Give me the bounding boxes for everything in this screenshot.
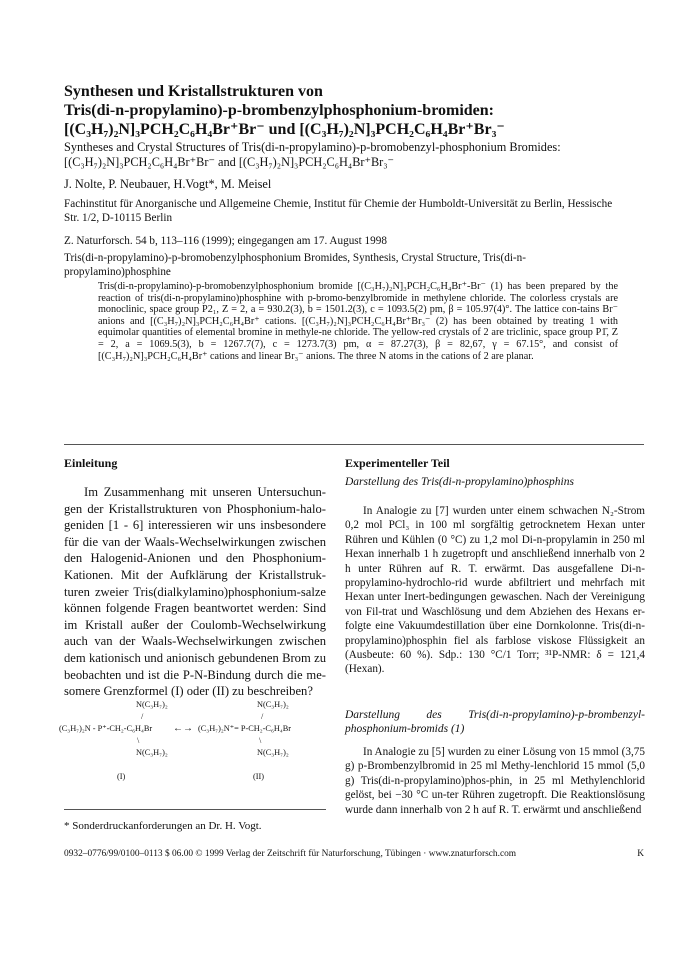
footer-text: 0932–0776/99/0100–0113 $ 06.00 © 1999 Verlag der Zeitschrift für Naturforschung, Tübingen · www.znaturforsch.com [64,849,517,859]
footnote: * Sonderdruckanforderungen an Dr. H. Vogt. [64,820,262,832]
title-line-1: Synthesen und Kristallstrukturen von [64,83,323,100]
structure-1-slash: / [141,712,144,721]
phosphine-paragraph: In Analogie zu [7] wurden unter einem schwachen N₂-Strom 0,2 mol PCl₃ in 100 ml sorgfältig getrocknetem Hexan unter Rühren und Kühlen (0 °C) zu 1,2 mol Di-n-propylamin in 250 ml Hexan innerhalb 1 h zugetropft und anschließend innerhalb von 2 h unter Rühren auf R. T. erwärmt. Das ausgefallene Di-n-propylamino-hydrochlo-rid wurde abfiltriert und mehrfach mit Hexan unter Inert-bedingungen gewaschen. Nach der Vereinigung von Fil-trat und Waschlösung und dem Abziehen des Hexans er-folgte eine Vakuumdestillation über eine Dornkolonne. Tris(di-n-propylamino)phosphin fiel als farblose viskose Flüssigkeit an (Ausbeute: 60 %). Sdp.: 130 °C/1 Torr; ³¹P-NMR: δ = 121,4 (Hexan). [345,505,645,676]
footer [64,849,644,859]
structure-1-main: (C₃H₇)₂N - P⁺-CH₂-C₆H₄Br [59,724,153,733]
english-title: Syntheses and Crystal Structures of Tris(di-n-propylamino)-p-bromobenzyl-phosphonium Bromides: [(C₃H₇)₂N]₃PCH₂C₆H₄Br⁺Br⁻ and [(C₃H₇)₂N]₃PCH₂C₆H₄Br⁺Br₃⁻ [64,140,561,169]
title-line-2: Tris(di-n-propylamino)-p-brombenzylphosphonium-bromiden: [64,102,495,119]
bromide-paragraph: In Analogie zu [5] wurden zu einer Lösung von 15 mmol (3,75 g) p-Brombenzylbromid in 25 ml Methy-lenchlorid 15 mmol (5,0 g) Tris(di-n-propylamino)phos-phin, in 25 ml Methylenchlorid gelöst, bei −30 °C un-ter Rühren zugetropft. Die Reaktionslösung wurde dann innerhalb von 2 h auf R. T. erwärmt und anschließend [345,746,645,816]
section-heading-einleitung: Einleitung [64,456,118,470]
structure-2-bottom: N(C₃H₇)₂ [257,748,289,757]
structure-2-slash: / [261,712,264,721]
resonance-arrow: ←→ [173,723,193,734]
abstract: Tris(di-n-propylamino)-p-bromobenzylphosphonium bromide [(C₃H₇)₂N]₃PCH₂C₆H₄Br⁺-Br⁻ (1) has been prepared by the reaction of tris(di-n-propylamino)phosphine with p-bromo-benzylbromide in methylene chloride. The colorless crystals are monoclinic, space group P2₁, Z = 2, a = 930.2(3), b = 1501.2(3), c = 1093.5(2) pm, β = 105.97(4)°. The lattice con-tains Br⁻ anions and [(C₃H₇)₂N]₃PCH₂C₆H₄Br⁺ cations. [(C₃H₇)₂N]₃PCH₂C₆H₄Br⁺Br₃⁻ (2) has been obtained by treating 1 with equimolar quantities of elemental bromine in methyle-ne chloride. The yellow-red crystals of 2 are triclinic, space group P1̄, Z = 2, a = 1069.5(3), b = 1267.7(7), c = 1273.7(3) pm, α = 87.27(3), β = 82,67, γ = 67.15°, and consist of [(C₃H₇)₂N]₃PCH₂C₆H₄Br⁺ cations and linear Br₃⁻ anions. The three N atoms in the cations of 2 are planar. [98,281,618,362]
structure-2-main: (C₃H₇)₂N⁺= P-CH₂-C₆H₄Br [198,724,292,733]
footnote-rule [64,809,326,810]
structure-2-top: N(C₃H₇)₂ [257,700,289,709]
footer-mark: K [637,849,644,859]
mesomeric-structures [59,700,326,792]
authors: J. Nolte, P. Neubauer, H.Vogt*, M. Meisel [64,177,272,191]
structure-1-backslash: \ [137,736,140,745]
keywords: Tris(di-n-propylamino)-p-bromobenzylphosphonium Bromides, Synthesis, Crystal Structure, Tris(di-n-propylamino)phosphine [64,252,526,278]
section-heading-experimental: Experimenteller Teil [345,456,450,470]
affiliation: Fachinstitut für Anorganische und Allgemeine Chemie, Institut für Chemie der Humboldt-Universität zu Berlin, Hessische Str. 1/2, D-10115 Berlin [64,198,613,224]
structure-1-bottom: N(C₃H₇)₂ [136,748,168,757]
subheading-phosphine: Darstellung des Tris(di-n-propylamino)phosphins [345,476,574,488]
structure-1-label: (I) [117,772,126,781]
intro-paragraph: Im Zusammenhang mit unseren Untersuchun-gen der Kristallstrukturen von Phosphonium-halo-geniden [1 - 6] interessieren wir uns insbesondere für die van der Waals-Wechselwirkungen zwischen den Halogenid-Anionen und den Phosphonium-Kationen. Mit der Aufklärung der Kristallstruk-turen zweier Tris(dialkylamino)phosphonium-salze können folgende Fragen beantwortet werden: Sind im Kristall außer der Coulomb-Wechselwirkung auch van der Waals-Wechselwirkungen zwischen dem kationisch und anionisch gebundenen Brom zu beobachten und ist die P-N-Bindung durch die me-somere Grenzformel (I) oder (II) zu beschreiben? [64,485,326,699]
title-line-3: [(C₃H₇)₂N]₃PCH₂C₆H₄Br⁺Br⁻ und [(C₃H₇)₂N]₃PCH₂C₆H₄Br⁺Br₃⁻ [64,121,505,138]
article-title [64,82,644,139]
structure-1-top: N(C₃H₇)₂ [136,700,168,709]
citation: Z. Naturforsch. 54 b, 113–116 (1999); eingegangen am 17. August 1998 [64,235,387,247]
structure-2-label: (II) [253,772,265,781]
subheading-bromide: Darstellung des Tris(di-n-propylamino)-p-brombenzyl-phosphonium-bromids (1) [345,709,645,736]
structure-2-backslash: \ [259,736,262,745]
separator-rule [64,444,644,445]
